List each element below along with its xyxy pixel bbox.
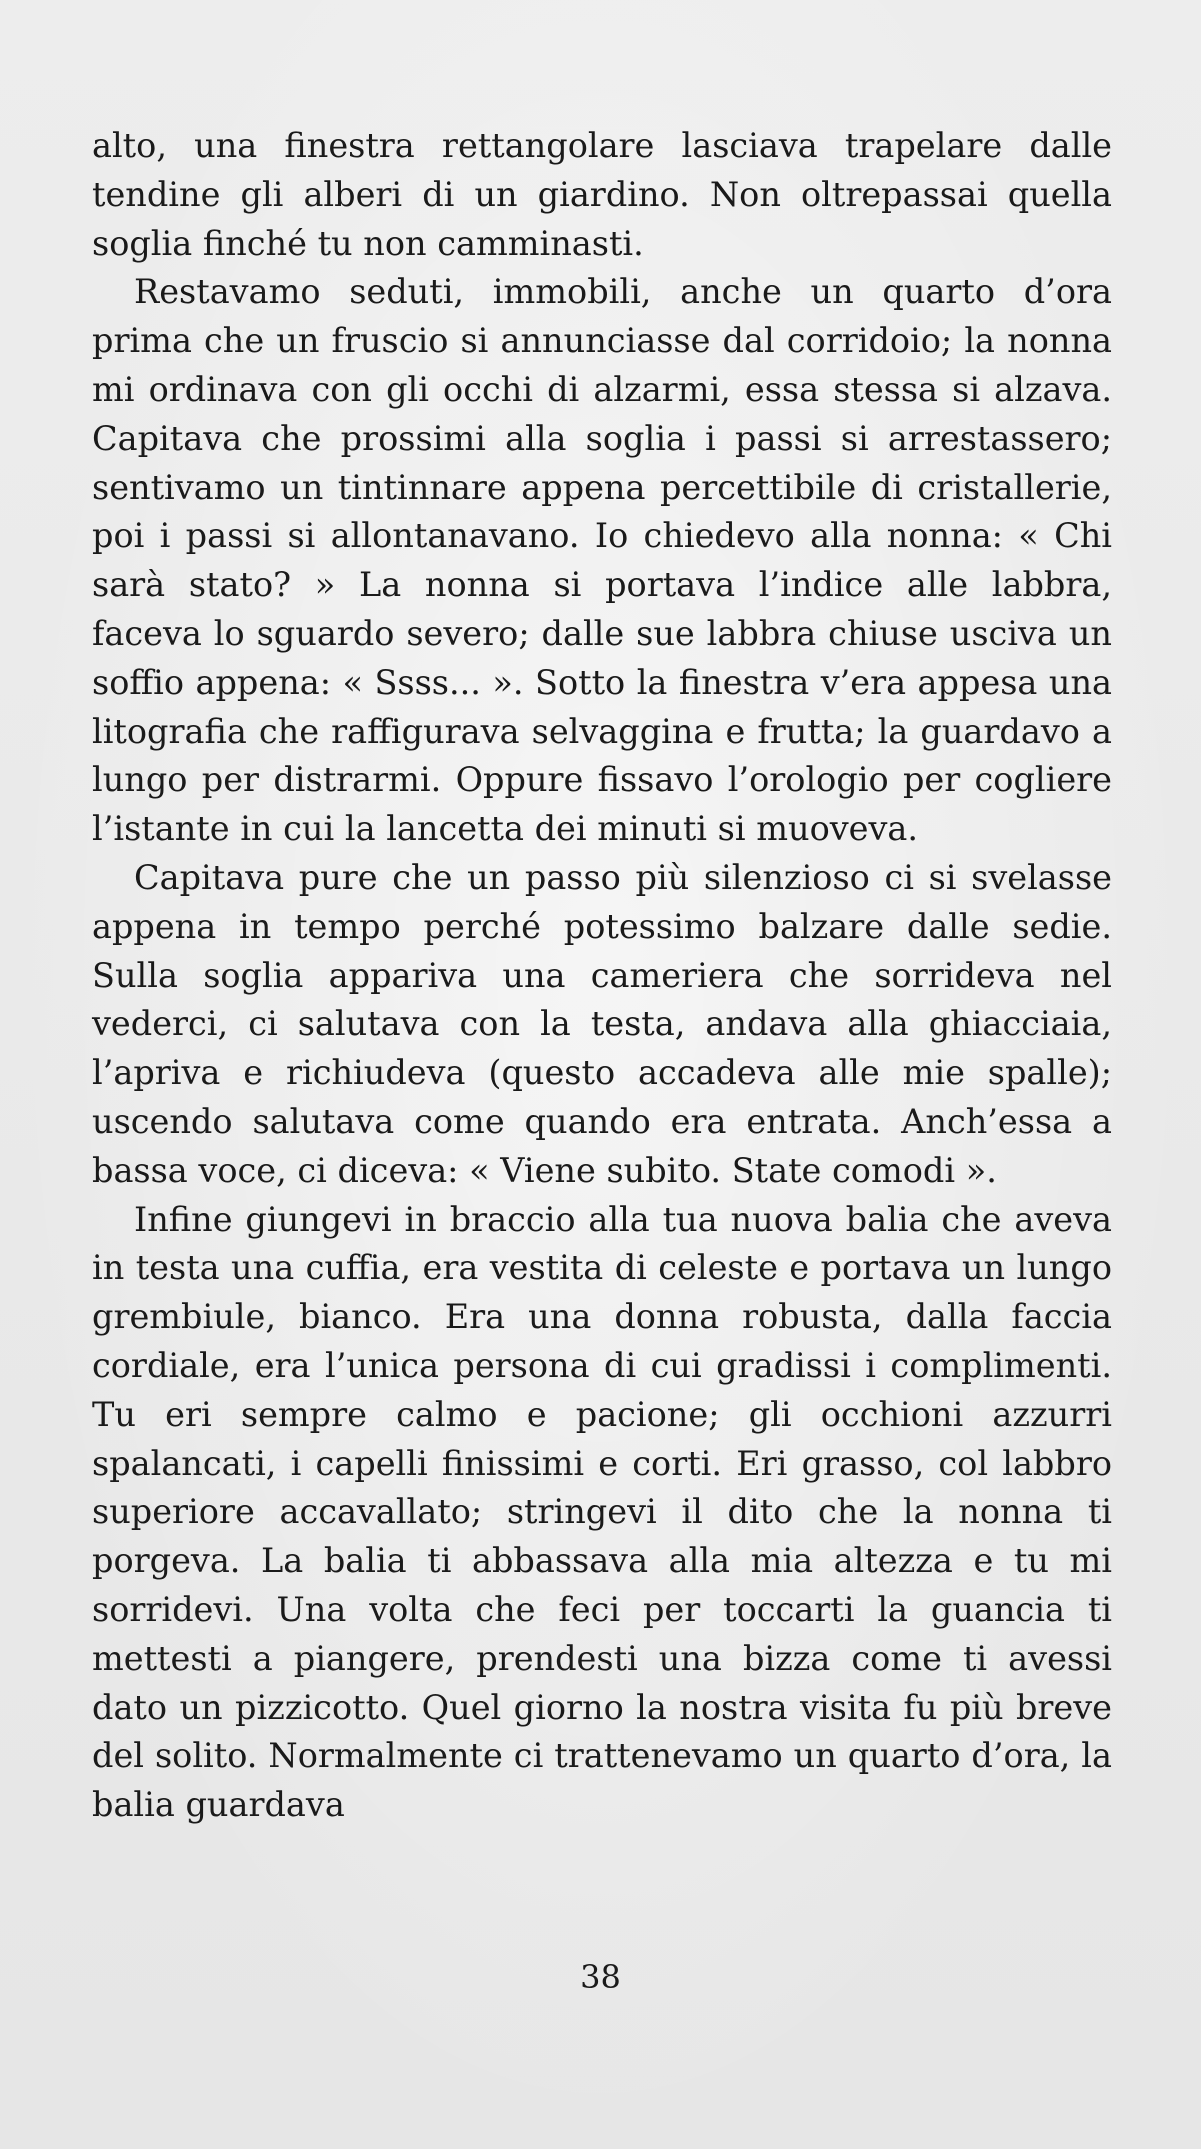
paragraph-3: Capitava pure che un passo più silenzioso ci si svelasse appena in tempo perché potessimo balzare dalle sedie. Sulla soglia appariva una cameriera che sorrideva nel vederci, ci salutava con la testa, andava alla ghiacciaia, l’apriva e richiudeva (questo accadeva alle mie spalle); uscendo salutava come quando era entrata. Anch’essa a bassa voce, ci diceva: « Viene subito. State comodi ».: [92, 857, 1112, 1190]
paragraph-2: Restavamo seduti, immobili, anche un quarto d’ora prima che un fruscio si annunciasse dal corridoio; la nonna mi ordinava con gli occhi di alzarmi, essa stessa si alzava. Capitava che prossimi alla soglia i passi si arrestassero; sentivamo un tintinnare appena percettibile di cristallerie, poi i passi si allontanavano. Io chiedevo alla nonna: « Chi sarà stato? » La nonna si portava l’indice alle labbra, faceva lo sguardo severo; dalle sue labbra chiuse usciva un soffio appena: « Ssss... ». Sotto la finestra v’era appesa una litografia che raffigurava selvaggina e frutta; la guardavo a lungo per distrarmi. Oppure fissavo l’orologio per cogliere l’istante in cui la lancetta dei minuti si muoveva.: [92, 272, 1112, 849]
body-text: [92, 122, 1112, 1830]
paragraph-1: alto, una finestra rettangolare lasciava trapelare dalle tendine gli alberi di un giardino. Non oltrepassai quella soglia finché tu non camminasti.: [92, 126, 1112, 263]
page-number: 38: [580, 1958, 621, 1996]
paragraph-4: Infine giungevi in braccio alla tua nuova balia che aveva in testa una cuffia, era vestita di celeste e portava un lungo grembiule, bianco. Era una donna robusta, dalla faccia cordiale, era l’unica persona di cui gradissi i complimenti. Tu eri sempre calmo e pacione; gli occhioni azzurri spalancati, i capelli finissimi e corti. Eri grasso, col labbro superiore accavallato; stringevi il dito che la nonna ti porgeva. La balia ti abbassava alla mia altezza e tu mi sorridevi. Una volta che feci per toccarti la guancia ti mettesti a piangere, prendesti una bizza come ti avessi dato un pizzicotto. Quel giorno la nostra visita fu più breve del solito. Normalmente ci trattenevamo un quarto d’ora, la balia guardava: [92, 1199, 1112, 1825]
